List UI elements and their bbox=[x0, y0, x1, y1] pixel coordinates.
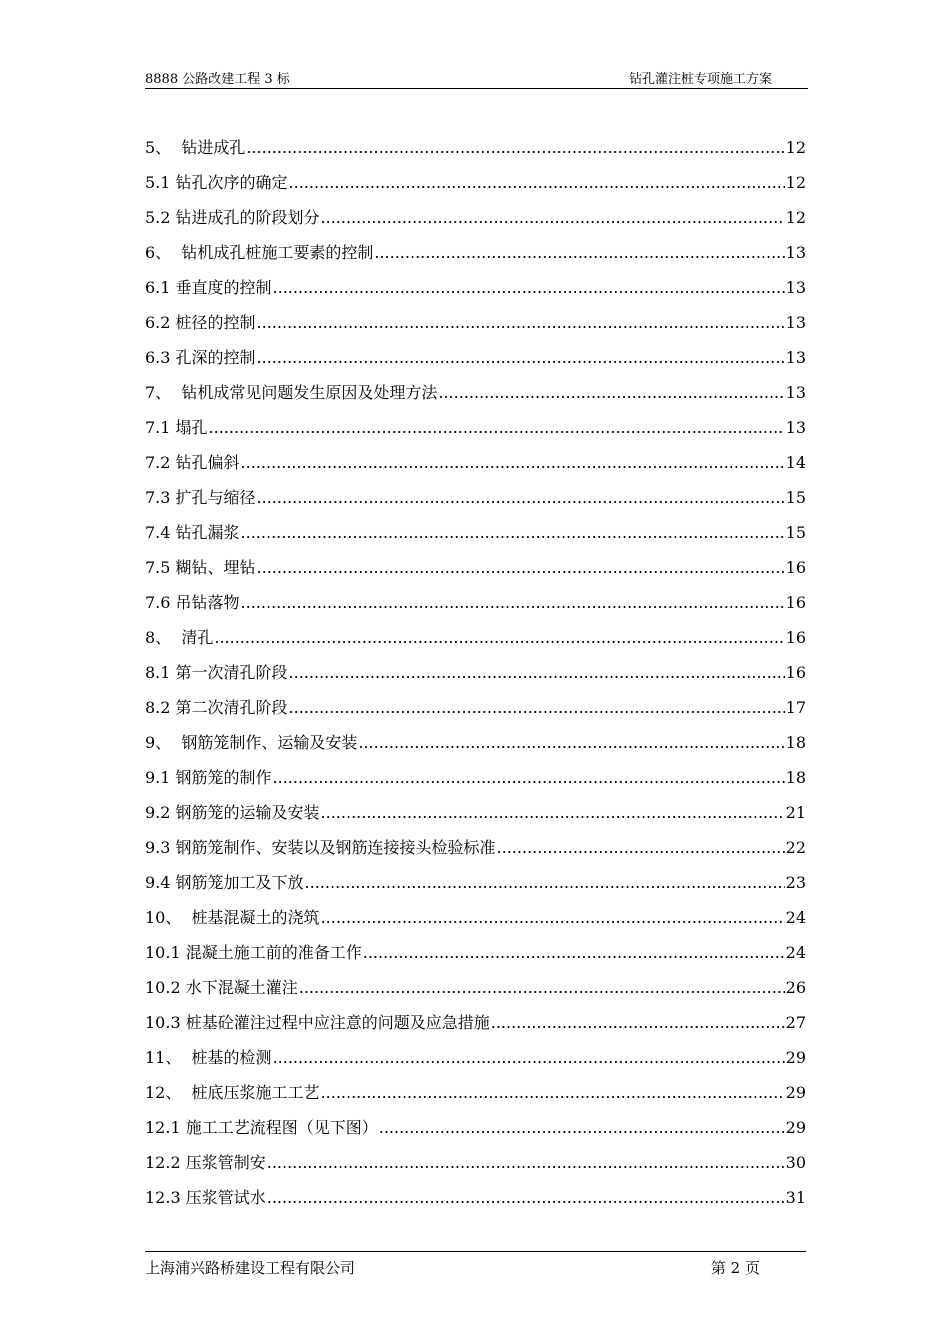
toc-entry-number: 11、 bbox=[145, 1048, 192, 1067]
footer-page-number: 第 2 页 bbox=[710, 1259, 760, 1277]
toc-entry-page: 15 bbox=[785, 488, 806, 507]
toc-entry[interactable] bbox=[145, 333, 806, 368]
toc-entry-page: 12 bbox=[785, 138, 806, 157]
toc-entry-number: 9、 bbox=[145, 733, 182, 752]
toc-entry-page: 12 bbox=[785, 173, 806, 192]
toc-dot-leader bbox=[241, 453, 785, 473]
toc-entry-title: 吊钻落物 bbox=[175, 593, 240, 612]
toc-entry-number: 8.2 bbox=[145, 698, 176, 717]
toc-entry-page: 18 bbox=[785, 733, 806, 752]
toc-entry-number: 7.4 bbox=[145, 523, 176, 542]
toc-entry-title: 糊钻、埋钻 bbox=[175, 558, 256, 577]
toc-entry-number: 10.3 bbox=[145, 1013, 186, 1032]
toc-entry-title: 桩基混凝土的浇筑 bbox=[191, 908, 320, 927]
toc-entry-number: 7.5 bbox=[145, 558, 176, 577]
toc-entry-number: 5、 bbox=[145, 138, 182, 157]
toc-entry[interactable] bbox=[145, 1068, 806, 1103]
toc-entry[interactable] bbox=[145, 368, 806, 403]
toc-entry[interactable] bbox=[145, 543, 806, 578]
toc-entry-number: 9.3 bbox=[145, 838, 176, 857]
toc-entry-page: 27 bbox=[785, 1013, 806, 1032]
toc-dot-leader bbox=[321, 208, 785, 228]
toc-entry-title: 钻机成孔桩施工要素的控制 bbox=[181, 243, 374, 262]
toc-entry-number: 9.1 bbox=[145, 768, 176, 787]
toc-entry-page: 17 bbox=[785, 698, 806, 717]
toc-entry-number: 7.1 bbox=[145, 418, 176, 437]
toc-entry-title: 垂直度的控制 bbox=[175, 278, 272, 297]
toc-entry[interactable] bbox=[145, 403, 806, 438]
toc-dot-leader bbox=[241, 593, 785, 613]
toc-entry-title: 桩基砼灌注过程中应注意的问题及应急措施 bbox=[185, 1013, 490, 1032]
toc-entry[interactable] bbox=[145, 1103, 806, 1138]
toc-dot-leader bbox=[289, 173, 785, 193]
toc-entry[interactable] bbox=[145, 578, 806, 613]
header-project-name: 8888 公路改建工程 3 标 bbox=[145, 72, 290, 87]
toc-entry-page: 24 bbox=[785, 943, 806, 962]
toc-entry-page: 22 bbox=[785, 838, 806, 857]
toc-entry-title: 钢筋笼制作、运输及安装 bbox=[181, 733, 358, 752]
toc-entry[interactable] bbox=[145, 263, 806, 298]
toc-entry-title: 钻机成常见问题发生原因及处理方法 bbox=[181, 383, 438, 402]
toc-dot-leader bbox=[289, 698, 785, 718]
toc-entry-number: 9.2 bbox=[145, 803, 176, 822]
toc-entry-number: 6.1 bbox=[145, 278, 176, 297]
toc-entry[interactable] bbox=[145, 473, 806, 508]
header-document-title: 钻孔灌注桩专项施工方案 bbox=[628, 72, 772, 87]
table-of-contents bbox=[145, 123, 806, 1208]
toc-entry[interactable] bbox=[145, 1138, 806, 1173]
toc-dot-leader bbox=[321, 1083, 785, 1103]
toc-entry-title: 钢筋笼制作、安装以及钢筋连接接头检验标准 bbox=[175, 838, 496, 857]
toc-entry[interactable] bbox=[145, 298, 806, 333]
toc-entry[interactable] bbox=[145, 823, 806, 858]
toc-dot-leader bbox=[257, 558, 785, 578]
toc-entry-page: 23 bbox=[785, 873, 806, 892]
toc-dot-leader bbox=[257, 488, 785, 508]
toc-entry-title: 钢筋笼的运输及安装 bbox=[175, 803, 320, 822]
toc-entry[interactable] bbox=[145, 613, 806, 648]
toc-entry[interactable] bbox=[145, 1033, 806, 1068]
toc-entry-title: 扩孔与缩径 bbox=[175, 488, 256, 507]
toc-entry-title: 桩底压浆施工工艺 bbox=[191, 1083, 320, 1102]
toc-entry-page: 30 bbox=[785, 1153, 806, 1172]
toc-entry-title: 钻进成孔 bbox=[181, 138, 246, 157]
toc-dot-leader bbox=[241, 523, 785, 543]
toc-entry[interactable] bbox=[145, 788, 806, 823]
toc-dot-leader bbox=[305, 873, 785, 893]
toc-dot-leader bbox=[214, 628, 784, 648]
toc-entry-page: 21 bbox=[785, 803, 806, 822]
toc-entry-title: 钢筋笼加工及下放 bbox=[175, 873, 304, 892]
toc-dot-leader bbox=[289, 663, 785, 683]
toc-entry-page: 18 bbox=[785, 768, 806, 787]
toc-entry-number: 7.2 bbox=[145, 453, 176, 472]
toc-entry-page: 29 bbox=[785, 1118, 806, 1137]
toc-dot-leader bbox=[257, 313, 785, 333]
toc-dot-leader bbox=[246, 138, 784, 158]
toc-entry[interactable] bbox=[145, 648, 806, 683]
toc-entry[interactable] bbox=[145, 998, 806, 1033]
toc-entry-page: 13 bbox=[785, 348, 806, 367]
toc-entry-number: 10.1 bbox=[145, 943, 186, 962]
toc-entry-title: 桩径的控制 bbox=[175, 313, 256, 332]
toc-dot-leader bbox=[299, 978, 785, 998]
toc-entry-title: 钢筋笼的制作 bbox=[175, 768, 272, 787]
toc-entry[interactable] bbox=[145, 858, 806, 893]
toc-entry-page: 13 bbox=[785, 418, 806, 437]
toc-entry-number: 5.2 bbox=[145, 208, 176, 227]
toc-entry-number: 8、 bbox=[145, 628, 182, 647]
toc-entry-page: 16 bbox=[785, 628, 806, 647]
toc-entry[interactable] bbox=[145, 1173, 806, 1208]
toc-entry-title: 钻孔漏浆 bbox=[175, 523, 240, 542]
toc-entry[interactable] bbox=[145, 508, 806, 543]
toc-entry-page: 26 bbox=[785, 978, 806, 997]
toc-dot-leader bbox=[321, 908, 785, 928]
toc-dot-leader bbox=[267, 1153, 785, 1173]
toc-entry-title: 塌孔 bbox=[175, 418, 208, 437]
toc-entry-number: 6、 bbox=[145, 243, 182, 262]
toc-entry-title: 压浆管制安 bbox=[185, 1153, 266, 1172]
toc-dot-leader bbox=[321, 803, 785, 823]
toc-entry[interactable] bbox=[145, 753, 806, 788]
toc-entry-title: 第一次清孔阶段 bbox=[175, 663, 288, 682]
toc-entry-number: 8.1 bbox=[145, 663, 176, 682]
toc-entry-number: 12.1 bbox=[145, 1118, 186, 1137]
toc-dot-leader bbox=[273, 1048, 785, 1068]
toc-entry[interactable] bbox=[145, 928, 806, 963]
toc-entry-number: 7、 bbox=[145, 383, 182, 402]
toc-entry-number: 7.6 bbox=[145, 593, 176, 612]
toc-entry[interactable] bbox=[145, 683, 806, 718]
toc-entry-page: 16 bbox=[785, 593, 806, 612]
toc-dot-leader bbox=[267, 1188, 785, 1208]
toc-entry-number: 6.2 bbox=[145, 313, 176, 332]
toc-entry-number: 7.3 bbox=[145, 488, 176, 507]
toc-dot-leader bbox=[273, 278, 785, 298]
toc-dot-leader bbox=[358, 733, 784, 753]
toc-entry-page: 13 bbox=[785, 313, 806, 332]
toc-entry-page: 16 bbox=[785, 663, 806, 682]
toc-entry-page: 13 bbox=[785, 243, 806, 262]
toc-entry-page: 31 bbox=[785, 1188, 806, 1207]
toc-entry-number: 12、 bbox=[145, 1083, 192, 1102]
toc-entry[interactable] bbox=[145, 438, 806, 473]
toc-entry-page: 29 bbox=[785, 1083, 806, 1102]
toc-dot-leader bbox=[257, 348, 785, 368]
toc-entry-number: 6.3 bbox=[145, 348, 176, 367]
toc-entry[interactable] bbox=[145, 123, 806, 158]
toc-entry-page: 14 bbox=[785, 453, 806, 472]
toc-dot-leader bbox=[363, 943, 785, 963]
toc-dot-leader bbox=[491, 1013, 785, 1033]
toc-entry[interactable] bbox=[145, 228, 806, 263]
toc-entry[interactable] bbox=[145, 893, 806, 928]
toc-dot-leader bbox=[374, 243, 784, 263]
toc-entry-number: 10.2 bbox=[145, 978, 186, 997]
toc-entry-page: 13 bbox=[785, 278, 806, 297]
toc-entry-title: 施工工艺流程图（见下图） bbox=[185, 1118, 378, 1137]
toc-entry-title: 清孔 bbox=[181, 628, 214, 647]
toc-entry[interactable] bbox=[145, 718, 806, 753]
toc-entry-title: 钻孔次序的确定 bbox=[175, 173, 288, 192]
toc-entry-title: 压浆管试水 bbox=[185, 1188, 266, 1207]
toc-entry[interactable] bbox=[145, 158, 806, 193]
toc-entry-title: 第二次清孔阶段 bbox=[175, 698, 288, 717]
toc-dot-leader bbox=[497, 838, 785, 858]
toc-entry[interactable] bbox=[145, 193, 806, 228]
toc-entry-title: 水下混凝土灌注 bbox=[185, 978, 298, 997]
toc-dot-leader bbox=[209, 418, 785, 438]
toc-entry-title: 钻进成孔的阶段划分 bbox=[175, 208, 320, 227]
page-footer bbox=[145, 1251, 806, 1282]
toc-entry-title: 混凝土施工前的准备工作 bbox=[185, 943, 362, 962]
toc-entry-number: 12.3 bbox=[145, 1188, 186, 1207]
toc-entry-page: 12 bbox=[785, 208, 806, 227]
toc-entry-page: 15 bbox=[785, 523, 806, 542]
toc-dot-leader bbox=[273, 768, 785, 788]
toc-entry-number: 10、 bbox=[145, 908, 192, 927]
toc-entry-title: 桩基的检测 bbox=[191, 1048, 272, 1067]
toc-entry-title: 钻孔偏斜 bbox=[175, 453, 240, 472]
toc-entry-page: 16 bbox=[785, 558, 806, 577]
toc-entry-number: 5.1 bbox=[145, 173, 176, 192]
toc-entry-page: 29 bbox=[785, 1048, 806, 1067]
toc-entry-number: 12.2 bbox=[145, 1153, 186, 1172]
toc-entry-page: 13 bbox=[785, 383, 806, 402]
toc-dot-leader bbox=[438, 383, 784, 403]
toc-entry-number: 9.4 bbox=[145, 873, 176, 892]
toc-entry-page: 24 bbox=[785, 908, 806, 927]
page-header bbox=[145, 66, 808, 89]
footer-company-name: 上海浦兴路桥建设工程有限公司 bbox=[145, 1259, 356, 1277]
toc-entry-title: 孔深的控制 bbox=[175, 348, 256, 367]
toc-dot-leader bbox=[379, 1118, 785, 1138]
toc-entry[interactable] bbox=[145, 963, 806, 998]
